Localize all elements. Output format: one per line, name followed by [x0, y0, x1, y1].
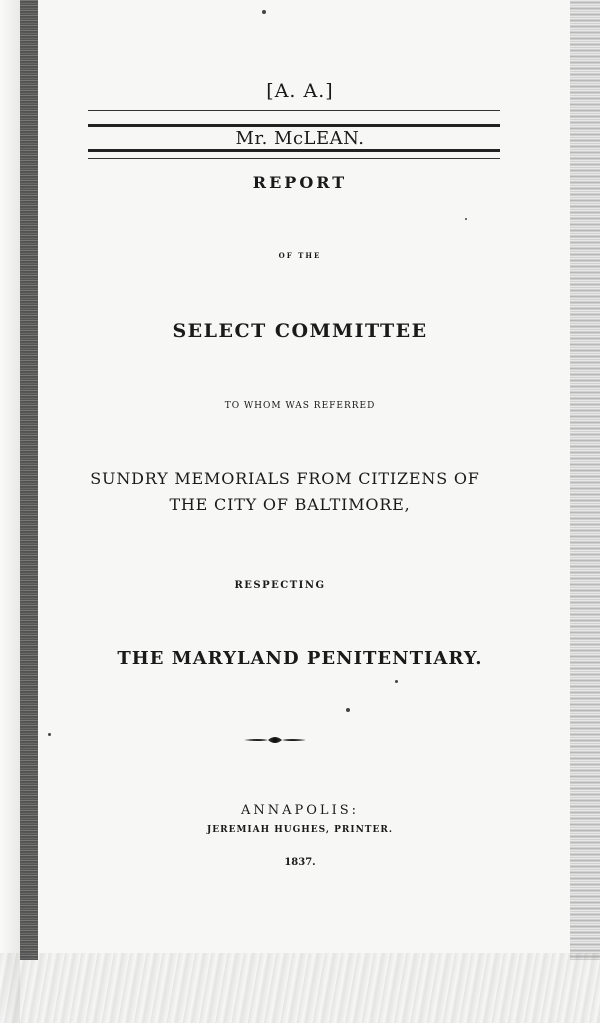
report-title: REPORT — [252, 173, 348, 192]
respecting-text: RESPECTING — [234, 580, 326, 591]
memorials-line-1: SUNDRY MEMORIALS FROM CITIZENS OF — [90, 469, 480, 488]
scan-speck — [395, 680, 398, 683]
scan-speck — [465, 218, 467, 220]
imprint-year: 1837. — [284, 857, 316, 868]
rule-thin-top — [88, 110, 500, 111]
memorials-line-2: THE CITY OF BALTIMORE, — [169, 495, 411, 514]
imprint-printer: JEREMIAH HUGHES, PRINTER. — [207, 825, 393, 835]
rule-thick-top — [88, 124, 500, 127]
ornament-divider-icon — [244, 733, 306, 747]
imprint-place: ANNAPOLIS: — [241, 803, 359, 818]
rule-thin-bottom — [88, 158, 500, 159]
referred-text: TO WHOM WAS REFERRED — [224, 401, 376, 411]
bottom-scan-noise — [0, 953, 600, 1023]
document-code: [A. A.] — [266, 80, 334, 102]
member-name: Mr. McLEAN. — [235, 128, 365, 149]
binding-strip — [20, 0, 38, 960]
of-the-text: OF THE — [278, 251, 322, 260]
committee-title: SELECT COMMITTEE — [172, 320, 428, 342]
scan-speck — [346, 708, 350, 712]
right-scan-edge — [570, 0, 600, 960]
subject-title: THE MARYLAND PENITENTIARY. — [117, 648, 483, 669]
page-left-edge — [0, 0, 20, 1023]
rule-thick-bottom — [88, 149, 500, 152]
scan-speck — [48, 733, 51, 736]
scan-speck — [262, 10, 266, 14]
